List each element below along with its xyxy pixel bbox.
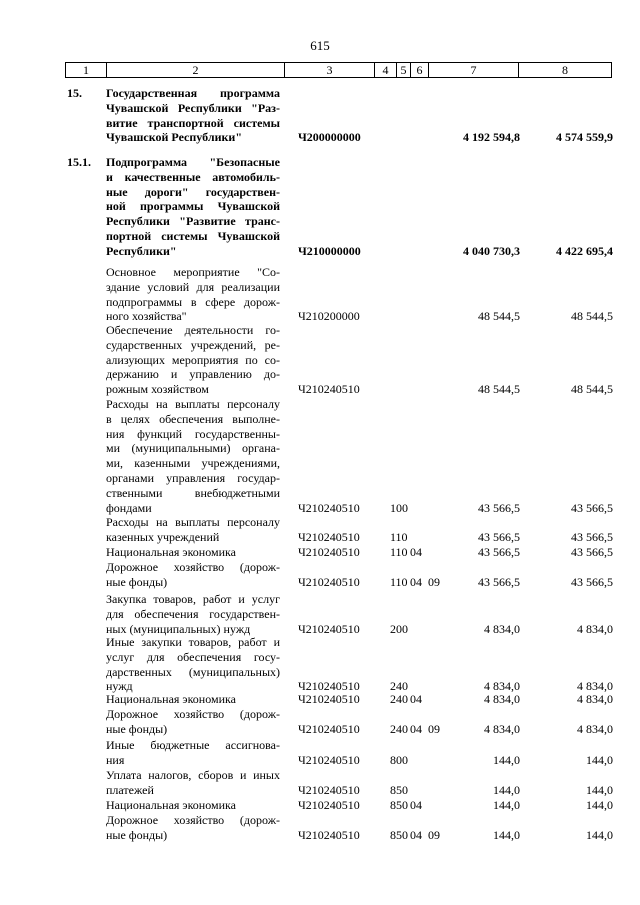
amount-col-8: 4 574 559,9 (556, 130, 613, 145)
amount-col-8: 43 566,5 (571, 574, 613, 589)
row-name-line: ственными внебюджетными (106, 485, 280, 500)
row-name-line: ных (муниципальных) нужд (106, 621, 251, 636)
target-code: Ч210000000 (298, 243, 361, 258)
row-name (106, 635, 280, 694)
target-code: Ч210240510 (298, 382, 360, 397)
row-name-line: ми (муниципальными) органа- (106, 441, 280, 456)
expense-type: 200 (390, 621, 408, 636)
section-code: 04 (410, 721, 422, 736)
row-name (106, 813, 280, 843)
row-name-line: платежей (106, 782, 154, 797)
row-name-line: ния функций государственны- (106, 426, 280, 441)
target-code: Ч210240510 (298, 529, 360, 544)
row-name (106, 560, 280, 590)
row-name-line: ного хозяйства" (106, 309, 187, 324)
expense-type: 240 (390, 692, 408, 706)
row-name (106, 592, 280, 636)
expense-type: 850 (390, 827, 408, 842)
header-col-2: 2 (107, 62, 285, 78)
row-name-line: и качественные автомобиль- (106, 169, 280, 184)
expense-type: 240 (390, 721, 408, 736)
target-code: Ч210240510 (298, 692, 360, 706)
amount-col-7: 144,0 (493, 798, 520, 812)
row-name-line: Национальная экономика (106, 692, 236, 706)
header-col-5: 5 (397, 62, 411, 78)
header-col-4: 4 (375, 62, 397, 78)
row-name-line: Подпрограмма "Безопасные (106, 155, 280, 169)
expense-type: 850 (390, 782, 408, 797)
row-name-line: витие транспортной системы (106, 115, 280, 130)
amount-col-8: 43 566,5 (571, 545, 613, 559)
row-name (106, 707, 280, 737)
expense-type: 110 (390, 545, 408, 559)
row-name-line: Дорожное хозяйство (дорож- (106, 560, 280, 574)
amount-col-7: 4 834,0 (484, 721, 520, 736)
table-header (65, 62, 612, 77)
row-name-line: услуг для обеспечения госу- (106, 649, 280, 664)
header-col-1: 1 (65, 62, 107, 78)
amount-col-8: 48 544,5 (571, 382, 613, 397)
row-name (106, 86, 280, 145)
target-code: Ч210240510 (298, 827, 360, 842)
amount-col-7: 43 566,5 (478, 529, 520, 544)
row-name-line: Основное мероприятие "Со- (106, 265, 280, 279)
row-name-line: ализующих мероприятия по со- (106, 352, 280, 367)
header-col-8: 8 (519, 62, 612, 78)
row-name-line: портной системы Чувашской (106, 228, 280, 243)
subsection-code: 09 (428, 721, 440, 736)
row-name-line: Иные закупки товаров, работ и (106, 635, 280, 649)
amount-col-8: 4 834,0 (577, 679, 613, 694)
row-name-line: дарственных (муниципальных) (106, 664, 280, 679)
row-name-line: Республики "Развитие транс- (106, 214, 280, 229)
amount-col-7: 4 040 730,3 (463, 243, 520, 258)
expense-type: 240 (390, 679, 408, 694)
expense-type: 110 (390, 574, 408, 589)
target-code: Ч210240510 (298, 621, 360, 636)
amount-col-8: 48 544,5 (571, 309, 613, 324)
section-code: 04 (410, 574, 422, 589)
amount-col-7: 48 544,5 (478, 309, 520, 324)
row-name (106, 692, 280, 707)
amount-col-7: 48 544,5 (478, 382, 520, 397)
row-name-line: Обеспечение деятельности го- (106, 323, 280, 337)
target-code: Ч210240510 (298, 545, 360, 559)
row-name-line: здание условий для реализации (106, 279, 280, 294)
section-code: 04 (410, 545, 422, 559)
expense-type: 850 (390, 798, 408, 812)
row-name-line: для обеспечения государствен- (106, 606, 280, 621)
row-name-line: ния (106, 752, 125, 767)
section-code: 04 (410, 827, 422, 842)
subsection-code: 09 (428, 574, 440, 589)
header-col-3: 3 (285, 62, 375, 78)
row-name (106, 738, 280, 768)
target-code: Ч200000000 (298, 130, 361, 145)
row-name-line: подпрограммы в сфере дорож- (106, 294, 280, 309)
amount-col-7: 144,0 (493, 782, 520, 797)
row-name-line: Национальная экономика (106, 798, 236, 812)
row-name-line: Национальная экономика (106, 545, 236, 559)
target-code: Ч210240510 (298, 574, 360, 589)
row-name-line: Уплата налогов, сборов и иных (106, 768, 280, 782)
row-name-line: казенных учреждений (106, 529, 220, 544)
target-code: Ч210240510 (298, 752, 360, 767)
row-name-line: рожным хозяйством (106, 382, 209, 397)
expense-type: 100 (390, 500, 408, 515)
row-name-line: Закупка товаров, работ и услуг (106, 592, 280, 606)
amount-col-8: 144,0 (586, 798, 613, 812)
amount-col-8: 4 834,0 (577, 721, 613, 736)
row-name (106, 265, 280, 324)
target-code: Ч210240510 (298, 798, 360, 812)
row-name-line: Чувашской Республики "Раз- (106, 100, 280, 115)
section-code: 04 (410, 798, 422, 812)
header-col-6: 6 (411, 62, 429, 78)
amount-col-8: 4 834,0 (577, 692, 613, 706)
row-name-line: Расходы на выплаты персоналу (106, 397, 280, 411)
row-number: 15.1. (67, 155, 91, 169)
row-name-line: в целях обеспечения выполне- (106, 411, 280, 426)
row-name-line: Государственная программа (106, 86, 280, 100)
target-code: Ч210240510 (298, 679, 360, 694)
amount-col-7: 43 566,5 (478, 574, 520, 589)
row-name-line: Республики" (106, 243, 177, 258)
row-name-line: Дорожное хозяйство (дорож- (106, 813, 280, 827)
row-name-line: ные дороги" государствен- (106, 184, 280, 199)
row-name (106, 323, 280, 397)
section-code: 04 (410, 692, 422, 706)
amount-col-8: 144,0 (586, 752, 613, 767)
amount-col-7: 144,0 (493, 752, 520, 767)
row-name (106, 798, 280, 813)
amount-col-7: 144,0 (493, 827, 520, 842)
row-name-line: ные фонды) (106, 721, 168, 736)
row-name (106, 768, 280, 798)
expense-type: 110 (390, 529, 408, 544)
row-name (106, 155, 280, 259)
row-name-line: органами управления государ- (106, 470, 280, 485)
row-name-line: сударственных учреждений, ре- (106, 337, 280, 352)
amount-col-8: 144,0 (586, 782, 613, 797)
amount-col-7: 43 566,5 (478, 545, 520, 559)
row-name-line: ные фонды) (106, 827, 168, 842)
amount-col-7: 4 834,0 (484, 679, 520, 694)
row-name (106, 397, 280, 515)
amount-col-7: 43 566,5 (478, 500, 520, 515)
row-name (106, 545, 280, 560)
expense-type: 800 (390, 752, 408, 767)
amount-col-8: 43 566,5 (571, 529, 613, 544)
target-code: Ч210240510 (298, 782, 360, 797)
target-code: Ч210200000 (298, 309, 360, 324)
amount-col-7: 4 192 594,8 (463, 130, 520, 145)
amount-col-8: 43 566,5 (571, 500, 613, 515)
row-name-line: фондами (106, 500, 152, 515)
row-name-line: держанию и управлению до- (106, 367, 280, 382)
amount-col-8: 144,0 (586, 827, 613, 842)
amount-col-8: 4 834,0 (577, 621, 613, 636)
subsection-code: 09 (428, 827, 440, 842)
target-code: Ч210240510 (298, 500, 360, 515)
row-name-line: Расходы на выплаты персоналу (106, 515, 280, 529)
row-number: 15. (67, 86, 82, 100)
row-name-line: Иные бюджетные ассигнова- (106, 738, 280, 752)
target-code: Ч210240510 (298, 721, 360, 736)
row-name (106, 515, 280, 545)
amount-col-7: 4 834,0 (484, 621, 520, 636)
row-name-line: ной программы Чувашской (106, 199, 280, 214)
row-name-line: Чувашской Республики" (106, 130, 242, 145)
page-number: 615 (310, 38, 330, 53)
row-name-line: ные фонды) (106, 574, 168, 589)
row-name-line: ми, казенными учреждениями, (106, 456, 280, 471)
amount-col-7: 4 834,0 (484, 692, 520, 706)
row-name-line: нужд (106, 679, 133, 694)
row-name-line: Дорожное хозяйство (дорож- (106, 707, 280, 721)
header-col-7: 7 (429, 62, 519, 78)
amount-col-8: 4 422 695,4 (556, 243, 613, 258)
